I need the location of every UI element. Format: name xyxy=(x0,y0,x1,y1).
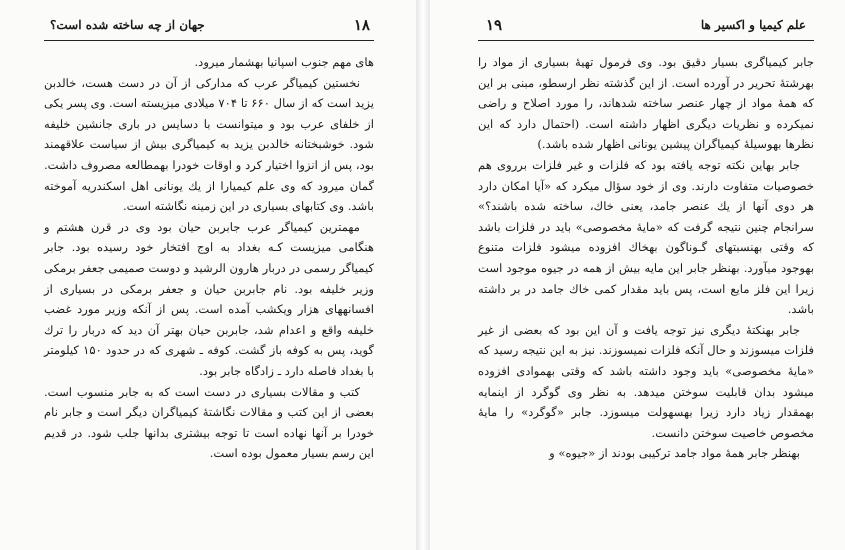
right-page xyxy=(430,0,845,550)
left-running-title: جهان از چه ساخته شده است؟ xyxy=(50,18,205,32)
left-paragraph-2: نخستین کیمیاگر عرب که مدارکی از آن در دست هست، خالدبن یزید است که از سال ۶۶۰ تا ۷۰۴ میلادی میزیسته است. وی پسر یکی از خلفای عرب بود و میتوانست با دسایس در باری جانشین خلیفه شود. خوشبختانه خالدبن یزید به کیمیاگری بیش از سیاست علاقهمند بود، پس از انزوا اختیار کرد و اوقات خودرا بهمطالعه مصروف داشت. گمان میرود که وی علم کیمیارا از یك یونانی اهل اسکندریه آموخته باشد. وی کتابهای بسیاری در این زمینه نگاشته است. xyxy=(44,75,374,214)
left-paragraph-1: های مهم جنوب اسپانیا بهشمار میرود. xyxy=(194,55,374,69)
right-page-body xyxy=(478,52,814,464)
left-paragraph-3: مهمترین کیمیاگر عرب جابربن حیان بود وی در قرن هشتم و هنگامی میزیست کـه بغداد به اوج افتخار خود رسیده بود. جابر کیمیاگر رسمی در دربار هارون الرشید و دوست صمیمی جعفر برمکی وزیر خلیفه بود. نام جابربن حیان و جعفر برمکی در بسیاری از افسانههای هزار ویکشب آمده است. پس از آنکه وزیر مورد غضب خلیفه واقع و اعدام شد، جابربن حیان بهتر آن دید که دربار را ترك گوید، پس به کوفه باز گشت. کوفه ـ شهری که در حدود ۱۵۰ کیلومتر با بغداد فاصله دارد ـ زادگاه جابر بود. xyxy=(44,219,375,378)
right-paragraph-2: جابر بهاین نکته توجه یافته بود که فلزات و غیر فلزات برروی هم خصوصیات متفاوت دارند. وی از خود سؤال میکرد که «آیا امکان دارد هر دوی آنها از یك عنصر جامد، یعنی خاك، ساخته شده باشند؟» سرانجام چنین نتیجه گرفت که «مایهٔ مخصوصی» باید در فلزات باشد که وقتی بهنسبتهای گـوناگون بهخاك افزوده میشود فلزات متنوع بهوجود میآورد. بهنظر جابر این مایه بیش از همه در جیوه موجود است زیرا این فلز مایع است، پس باید مقدار کمی خاك جامد در بر داشته باشد. xyxy=(478,157,814,317)
book-gutter xyxy=(416,0,430,550)
right-paragraph-4: بهنظر جابر همهٔ مواد جامد ترکیبی بودند از «جیوه» و xyxy=(549,446,800,461)
left-page-header xyxy=(44,14,374,41)
left-page-number: ۱۸ xyxy=(353,16,370,34)
right-running-title: علم کیمیا و اکسیر ها xyxy=(700,18,806,32)
right-paragraph-3: جابر بهنکتهٔ دیگری نیز توجه یافت و آن این بود که بعضی از غیر فلزات میسوزند و حال آنکه فلزات نمیسوزند. نیز به این نتیجه رسید که «مایهٔ مخصوصی» باید وجود داشته باشد که وقتی بهموادی افزوده میشود بدان قابلیت سوختن میدهد. به نظر وی گوگرد از اینمایه بهمقدار زیاد دارد زیرا بهسهولت میسوزد. جابر «گوگرد» را مایهٔ مخصوص خاصیت سوختن دانست. xyxy=(478,322,814,440)
right-page-number: ۱۹ xyxy=(486,16,503,34)
right-page-header xyxy=(478,14,814,41)
left-paragraph-4: کتب و مقالات بسیاری در دست است که به جابر منسوب است. بعضی از این کتب و مقالات نگاشتهٔ کیمیاگران دیگر است و جابر نام خودرا بر آنها نهاده است تا توجه بیشتری بدانها جلب شود. در قدیم این رسم بسیار معمول بوده است. xyxy=(44,384,374,461)
left-page-body xyxy=(44,52,374,464)
left-page xyxy=(0,0,416,550)
right-paragraph-1: جابر کیمیاگری بسیار دقیق بود. وی فرمول تهیهٔ بسیاری از مواد را بهرشتهٔ تحریر در آورده است. از این گذشته نظر ارسطو، مبنی بر این که همهٔ مواد از چهار عنصر ساخته شدهاند، را مورد اصلاح و راضی نمیکرده و نظریات دیگری اظهار داشته است. (احتمال دارد که این نظرها بهوسیلهٔ کیمیاگران پیشین یونانی اظهار شده باشد.) xyxy=(478,55,814,152)
